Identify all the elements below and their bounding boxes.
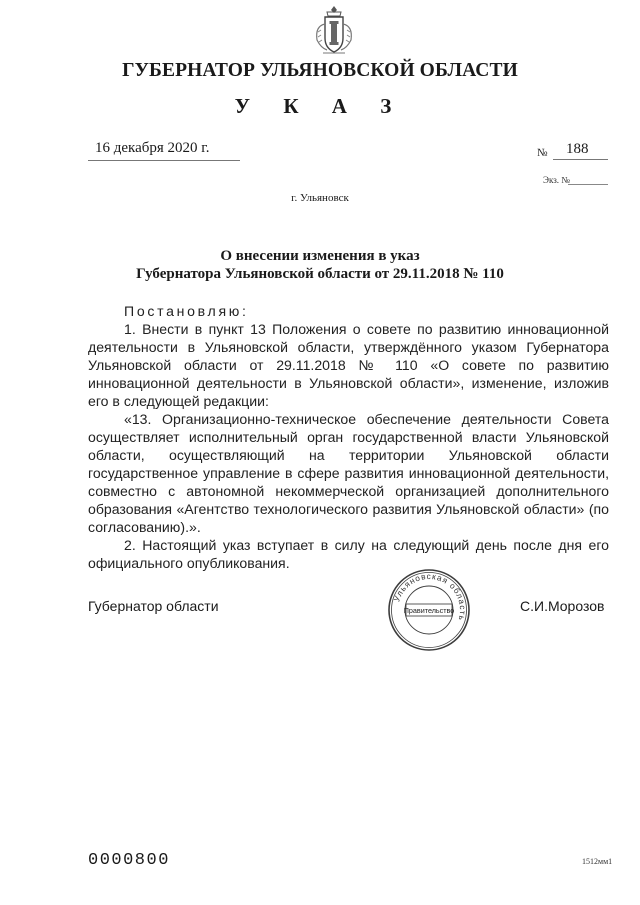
coat-of-arms-emblem bbox=[313, 4, 355, 56]
copy-number-label: Экз. № bbox=[543, 175, 570, 185]
issuing-authority: ГУБЕРНАТОР УЛЬЯНОВСКОЙ ОБЛАСТИ bbox=[122, 60, 518, 81]
document-number: 188 bbox=[566, 141, 589, 157]
seal-center-text: Правительство bbox=[403, 606, 455, 615]
document-subject bbox=[0, 247, 640, 283]
issue-city: г. Ульяновск bbox=[291, 192, 349, 204]
document-type: У К А З bbox=[234, 94, 406, 118]
body-item-1-quote: «13. Организационно-техническое обеспечение деятельности Совета осуществляет исполнительный орган государственной власти Ульяновской области, осуществляющий на территории Ульяновской области государственное управление в сфере развития инновационной деятельности, совместно с автономной некоммерческой организацией дополнительного образования «Агентство технологического развития Ульяновской области» (по согласованию).». bbox=[88, 411, 609, 535]
subject-line-2: Губернатора Ульяновской области от 29.11.2018 № 110 bbox=[136, 266, 504, 282]
signatory-name: С.И.Морозов bbox=[520, 598, 605, 614]
body-item-2: 2. Настоящий указ вступает в силу на следующий день после дня его официального опубликования. bbox=[88, 537, 609, 571]
official-seal-stamp bbox=[387, 568, 471, 652]
document-body bbox=[88, 302, 609, 572]
form-serial-number: 0000800 bbox=[88, 851, 170, 870]
document-date: 16 декабря 2020 г. bbox=[95, 140, 210, 156]
subject-line-1: О внесении изменения в указ bbox=[220, 248, 420, 264]
form-code: 1512мм1 bbox=[582, 857, 613, 866]
number-label: № bbox=[537, 147, 548, 159]
decree-word: Постановляю: bbox=[124, 303, 249, 319]
number-underline bbox=[553, 159, 608, 160]
date-underline bbox=[88, 160, 240, 161]
seal-ring-text: Ульяновская область bbox=[392, 571, 468, 623]
copy-number-underline bbox=[568, 184, 608, 185]
body-item-1: 1. Внести в пункт 13 Положения о совете по развитию инновационной деятельности в Ульяновской области, утверждённого указом Губернатора Ульяновской области от 29.11.2018 № 110 «О совете по развитию инновационной деятельности в Ульяновской области», изменение, изложив его в следующей редакции: bbox=[88, 321, 609, 409]
signatory-title: Губернатор области bbox=[88, 598, 219, 614]
